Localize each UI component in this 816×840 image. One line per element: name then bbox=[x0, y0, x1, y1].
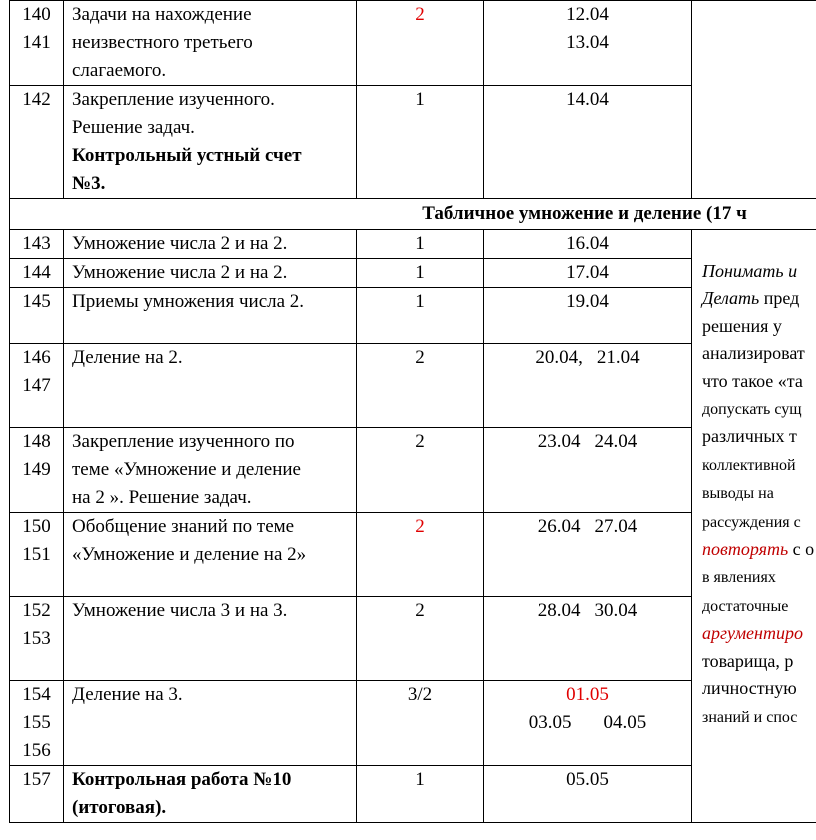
date-value-highlighted: 01.05 bbox=[566, 684, 609, 705]
dates-cell bbox=[484, 1, 692, 86]
table-row bbox=[10, 1, 816, 86]
lesson-number-cell bbox=[10, 230, 64, 259]
hours-value: 2 bbox=[415, 431, 425, 452]
lesson-topic-cell bbox=[64, 344, 357, 428]
date-value: 04.05 bbox=[603, 712, 647, 733]
date-value: 27.04 bbox=[594, 516, 638, 537]
date-value: 16.04 bbox=[566, 233, 609, 254]
section-row bbox=[10, 199, 816, 230]
lesson-number-cell bbox=[10, 344, 64, 428]
skills-text: повторять bbox=[702, 539, 789, 560]
dates-cell bbox=[484, 259, 692, 288]
table-row bbox=[10, 230, 816, 259]
hours-cell bbox=[357, 766, 484, 823]
dates-cell bbox=[484, 86, 692, 199]
date-value: 24.04 bbox=[594, 431, 638, 452]
lesson-number: 147 bbox=[22, 375, 51, 396]
skills-line bbox=[702, 285, 816, 312]
hours-value: 2 bbox=[415, 516, 425, 537]
skills-line bbox=[702, 423, 816, 450]
lesson-topic-line: слагаемого. bbox=[72, 60, 167, 81]
skills-line bbox=[702, 620, 816, 647]
hours-value: 1 bbox=[415, 89, 425, 110]
lesson-topic-bold-line: (итоговая). bbox=[72, 797, 167, 818]
lesson-number: 140 bbox=[22, 4, 51, 25]
date-value: 19.04 bbox=[566, 291, 609, 312]
date-value: 17.04 bbox=[566, 262, 609, 283]
lesson-number: 142 bbox=[22, 89, 51, 110]
skills-text: допускать сущ bbox=[702, 401, 802, 419]
skills-line bbox=[702, 648, 816, 675]
lesson-number: 156 bbox=[22, 740, 51, 761]
lesson-number: 157 bbox=[22, 769, 51, 790]
date-value: 03.05 bbox=[528, 712, 572, 733]
dates-cell bbox=[484, 230, 692, 259]
skills-text: Делать bbox=[702, 288, 760, 309]
date-pair bbox=[484, 709, 691, 737]
skills-text: что такое «та bbox=[702, 370, 803, 391]
lesson-number-cell bbox=[10, 428, 64, 513]
hours-cell bbox=[357, 681, 484, 766]
lesson-number-cell bbox=[10, 681, 64, 766]
skills-line bbox=[702, 703, 816, 731]
date-value: 13.04 bbox=[566, 32, 609, 53]
lesson-topic-line: Умножение числа 2 и на 2. bbox=[72, 233, 288, 254]
date-value: 14.04 bbox=[566, 89, 609, 110]
lesson-topic-bold-line: Контрольный устный счет bbox=[72, 145, 302, 166]
lesson-plan-table bbox=[9, 0, 816, 823]
lesson-topic-line: Решение задач. bbox=[72, 117, 195, 138]
skills-text: пред bbox=[759, 288, 800, 309]
date-value: 28.04 bbox=[537, 600, 581, 621]
lesson-number-cell bbox=[10, 86, 64, 199]
date-value: 23.04 bbox=[537, 431, 581, 452]
skills-line bbox=[702, 368, 816, 395]
lesson-number: 154 bbox=[22, 684, 51, 705]
date-value: 05.05 bbox=[566, 769, 609, 790]
lesson-number: 151 bbox=[22, 544, 51, 565]
dates-cell bbox=[484, 344, 692, 428]
lesson-number: 141 bbox=[22, 32, 51, 53]
skills-text: Понимать и bbox=[702, 261, 798, 281]
lesson-topic-cell bbox=[64, 86, 357, 199]
lesson-topic-cell bbox=[64, 513, 357, 597]
lesson-number-cell bbox=[10, 513, 64, 597]
dates-cell bbox=[484, 513, 692, 597]
hours-cell bbox=[357, 259, 484, 288]
skills-text: различных т bbox=[702, 426, 797, 447]
lesson-topic-cell bbox=[64, 597, 357, 681]
date-pair bbox=[484, 428, 691, 456]
lesson-topic-line: Умножение числа 3 и на 3. bbox=[72, 600, 288, 621]
dates-cell bbox=[484, 428, 692, 513]
skills-text: решения у bbox=[702, 315, 782, 336]
date-pair bbox=[484, 597, 691, 625]
lesson-number-cell bbox=[10, 1, 64, 86]
skills-line bbox=[702, 395, 816, 423]
skills-line bbox=[702, 508, 816, 536]
lesson-number-cell bbox=[10, 259, 64, 288]
lesson-topic-bold-line: Контрольная работа №10 bbox=[72, 769, 292, 790]
date-value: 12.04 bbox=[566, 4, 609, 25]
date-value: 26.04 bbox=[537, 516, 581, 537]
hours-value: 1 bbox=[415, 291, 425, 312]
lesson-number: 155 bbox=[22, 712, 51, 733]
lesson-topic-line: «Умножение и деление на 2» bbox=[72, 544, 307, 565]
date-value: 20.04, bbox=[535, 347, 583, 368]
lesson-topic-cell bbox=[64, 259, 357, 288]
lesson-topic-line: Умножение числа 2 и на 2. bbox=[72, 262, 288, 283]
skills-text: личностную bbox=[702, 678, 797, 699]
skills-text: товарища, р bbox=[702, 650, 794, 671]
skills-line bbox=[702, 258, 816, 285]
skills-line bbox=[702, 451, 816, 479]
lesson-topic-cell bbox=[64, 230, 357, 259]
skills-text: рассуждения с bbox=[702, 513, 801, 531]
hours-cell bbox=[357, 230, 484, 259]
skills-text: в явлениях bbox=[702, 569, 776, 587]
hours-value: 1 bbox=[415, 233, 425, 254]
date-value: 21.04 bbox=[596, 347, 640, 368]
lesson-topic-line: Обобщение знаний по теме bbox=[72, 516, 295, 537]
skills-cell-empty bbox=[692, 1, 816, 199]
skills-line bbox=[702, 563, 816, 591]
skills-cell bbox=[692, 230, 816, 823]
lesson-topic-line: Задачи на нахождение bbox=[72, 4, 252, 25]
lesson-number: 153 bbox=[22, 628, 51, 649]
lesson-topic-line: Закрепление изученного по bbox=[72, 431, 295, 452]
date-pair bbox=[484, 344, 691, 372]
hours-value: 2 bbox=[415, 600, 425, 621]
lesson-topic-line: теме «Умножение и деление bbox=[72, 459, 301, 480]
hours-cell bbox=[357, 597, 484, 681]
skills-line bbox=[702, 479, 816, 507]
hours-value: 2 bbox=[415, 4, 425, 25]
skills-text: аргументиро bbox=[702, 623, 803, 644]
lesson-number-cell bbox=[10, 288, 64, 344]
hours-value: 1 bbox=[415, 769, 425, 790]
hours-cell bbox=[357, 513, 484, 597]
skills-text: коллективной bbox=[702, 456, 796, 474]
skills-text: знаний и спос bbox=[702, 708, 798, 726]
lesson-number: 148 bbox=[22, 431, 51, 452]
lesson-topic-line: Приемы умножения числа 2. bbox=[72, 291, 305, 312]
lesson-number: 150 bbox=[22, 516, 51, 537]
hours-cell bbox=[357, 344, 484, 428]
dates-cell bbox=[484, 288, 692, 344]
skills-text: анализироват bbox=[702, 343, 805, 364]
lesson-topic-line: Деление на 3. bbox=[72, 684, 183, 705]
lesson-topic-cell bbox=[64, 428, 357, 513]
hours-value: 2 bbox=[415, 347, 425, 368]
lesson-topic-line: Деление на 2. bbox=[72, 347, 183, 368]
skills-text: выводы на bbox=[702, 485, 774, 503]
lesson-number: 146 bbox=[22, 347, 51, 368]
lesson-topic-bold-line: №3. bbox=[72, 173, 106, 194]
lesson-number: 152 bbox=[22, 600, 51, 621]
skills-text: достаточные bbox=[702, 597, 789, 615]
skills-line bbox=[702, 592, 816, 620]
lesson-number: 144 bbox=[22, 262, 51, 283]
date-pair bbox=[484, 513, 691, 541]
lesson-topic-cell bbox=[64, 288, 357, 344]
section-title: Табличное умножение и деление (17 ч bbox=[10, 199, 816, 230]
lesson-topic-line: Закрепление изученного. bbox=[72, 89, 275, 110]
lesson-number-cell bbox=[10, 597, 64, 681]
lesson-topic-cell bbox=[64, 766, 357, 823]
skills-text: с о bbox=[788, 539, 815, 560]
dates-cell bbox=[484, 597, 692, 681]
dates-cell bbox=[484, 681, 692, 766]
hours-value: 3/2 bbox=[407, 684, 433, 705]
lesson-number-cell bbox=[10, 766, 64, 823]
skills-line bbox=[702, 536, 816, 563]
lesson-number: 145 bbox=[22, 291, 51, 312]
hours-cell bbox=[357, 1, 484, 86]
lesson-topic-cell bbox=[64, 1, 357, 86]
hours-value: 1 bbox=[415, 262, 425, 283]
skills-line bbox=[702, 313, 816, 340]
hours-cell bbox=[357, 86, 484, 199]
lesson-number: 143 bbox=[22, 233, 51, 254]
lesson-topic-line: на 2 ». Решение задач. bbox=[72, 487, 252, 508]
lesson-number: 149 bbox=[22, 459, 51, 480]
dates-cell bbox=[484, 766, 692, 823]
hours-cell bbox=[357, 428, 484, 513]
skills-line bbox=[702, 340, 816, 367]
lesson-topic-cell bbox=[64, 681, 357, 766]
skills-line bbox=[702, 675, 816, 702]
date-value: 30.04 bbox=[594, 600, 638, 621]
lesson-topic-line: неизвестного третьего bbox=[72, 32, 253, 53]
hours-cell bbox=[357, 288, 484, 344]
